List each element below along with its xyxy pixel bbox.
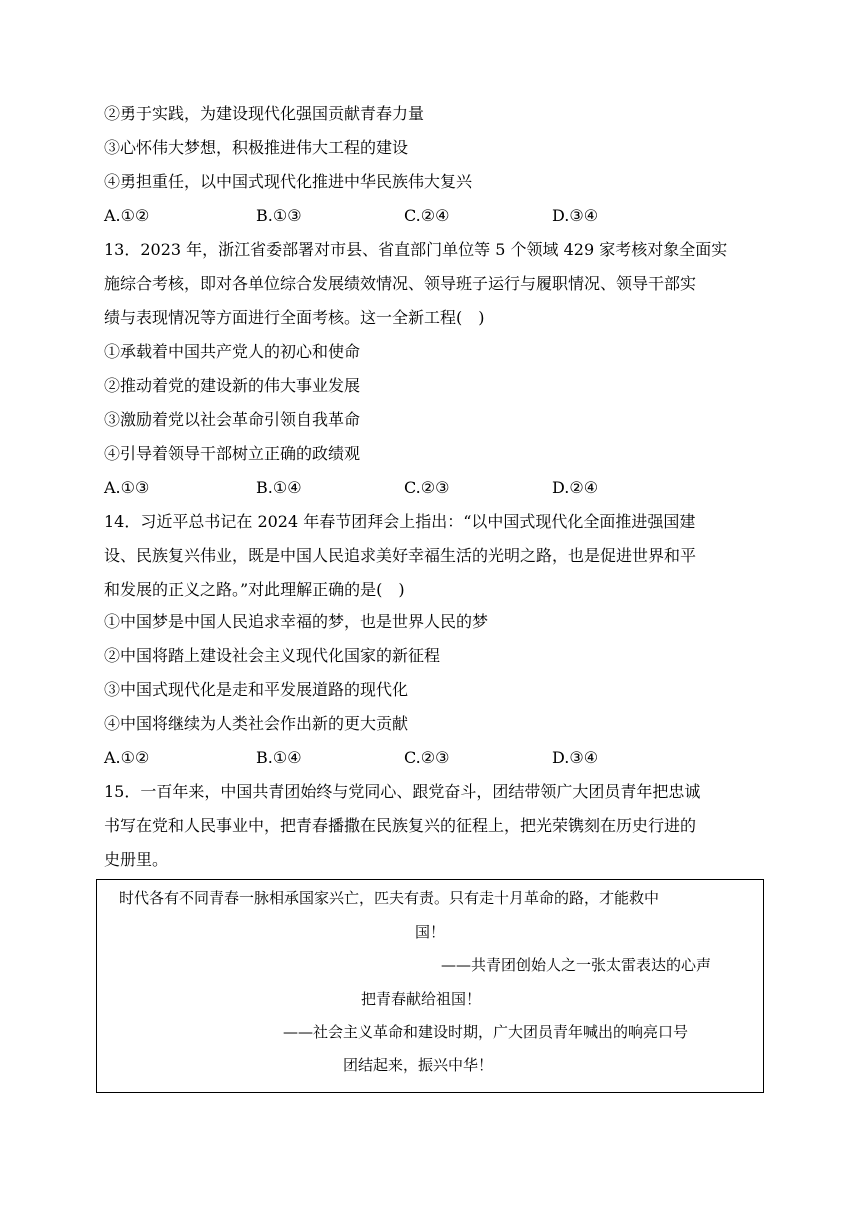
q12-option-b: B.①③ [256,206,302,225]
q13-statement-1: ①承载着中国共产党人的初心和使命 [104,342,361,361]
q13-option-b: B.①④ [256,478,302,497]
q13-statement-3: ③激励着党以社会革命引领自我革命 [104,410,361,429]
q13-stem-line-1: 13．2023 年，浙江省委部署对市县、省直部门单位等 5 个领域 429 家考核对象全面实 [104,240,728,259]
q14-statement-2: ②中国将踏上建设社会主义现代化国家的新征程 [104,646,441,665]
q13-stem-line-3: 绩与表现情况等方面进行全面考核。这一全新工程( ) [104,308,485,327]
q14-statement-1: ①中国梦是中国人民追求幸福的梦，也是世界人民的梦 [104,612,489,631]
q13-option-a: A.①③ [104,478,150,497]
q15-stem-line-3: 史册里。 [104,850,169,869]
material-slogan-2: 团结起来，振兴中华！ [343,1056,494,1074]
q14-option-c: C.②③ [404,748,450,767]
q14-statement-4: ④中国将继续为人类社会作出新的更大贡献 [104,714,409,733]
q14-option-a: A.①② [104,748,150,767]
q13-statement-2: ②推动着党的建设新的伟大事业发展 [104,376,361,395]
q14-stem-line-1: 14．习近平总书记在 2024 年春节团拜会上指出：“以中国式现代化全面推进强国建 [104,512,696,531]
material-line-2: 国！ [415,923,446,941]
q12-option-c: C.②④ [404,206,450,225]
q14-option-d: D.③④ [552,748,599,767]
q15-stem-line-1: 15．一百年来，中国共青团始终与党同心、跟党奋斗，团结带领广大团员青年把忠诚 [104,782,701,801]
q14-statement-3: ③中国式现代化是走和平发展道路的现代化 [104,680,409,699]
material-quote-source-2: ——社会主义革命和建设时期，广大团员青年喊出的响亮口号 [283,1023,689,1041]
q12-statement-2: ②勇于实践，为建设现代化强国贡献青春力量 [104,104,425,123]
q13-options [104,478,764,498]
q13-option-d: D.②④ [552,478,599,497]
q14-option-b: B.①④ [256,748,302,767]
q12-statement-4: ④勇担重任，以中国式现代化推进中华民族伟大复兴 [104,172,473,191]
q14-stem-line-3: 和发展的正义之路。”对此理解正确的是( ) [104,580,405,599]
q12-option-a: A.①② [104,206,150,225]
material-line-1: 时代各有不同青春一脉相承国家兴亡，匹夫有责。只有走十月革命的路，才能救中 [119,889,660,907]
q14-stem-line-2: 设、民族复兴伟业，既是中国人民追求美好幸福生活的光明之路，也是促进世界和平 [104,546,697,565]
q12-options [104,206,764,226]
q12-option-d: D.③④ [552,206,599,225]
q13-option-c: C.②③ [404,478,450,497]
material-slogan-1: 把青春献给祖国！ [361,990,482,1008]
q13-stem-line-2: 施综合考核，即对各单位综合发展绩效情况、领导班子运行与履职情况、领导干部实 [104,274,697,293]
q14-options [104,748,764,768]
material-quote-source-1: ——共青团创始人之一张太雷表达的心声 [441,956,712,974]
q15-stem-line-2: 书写在党和人民事业中，把青春播撒在民族复兴的征程上，把光荣镌刻在历史行进的 [104,816,697,835]
material-box [96,879,764,1093]
q13-statement-4: ④引导着领导干部树立正确的政绩观 [104,444,361,463]
q12-statement-3: ③心怀伟大梦想，积极推进伟大工程的建设 [104,138,409,157]
